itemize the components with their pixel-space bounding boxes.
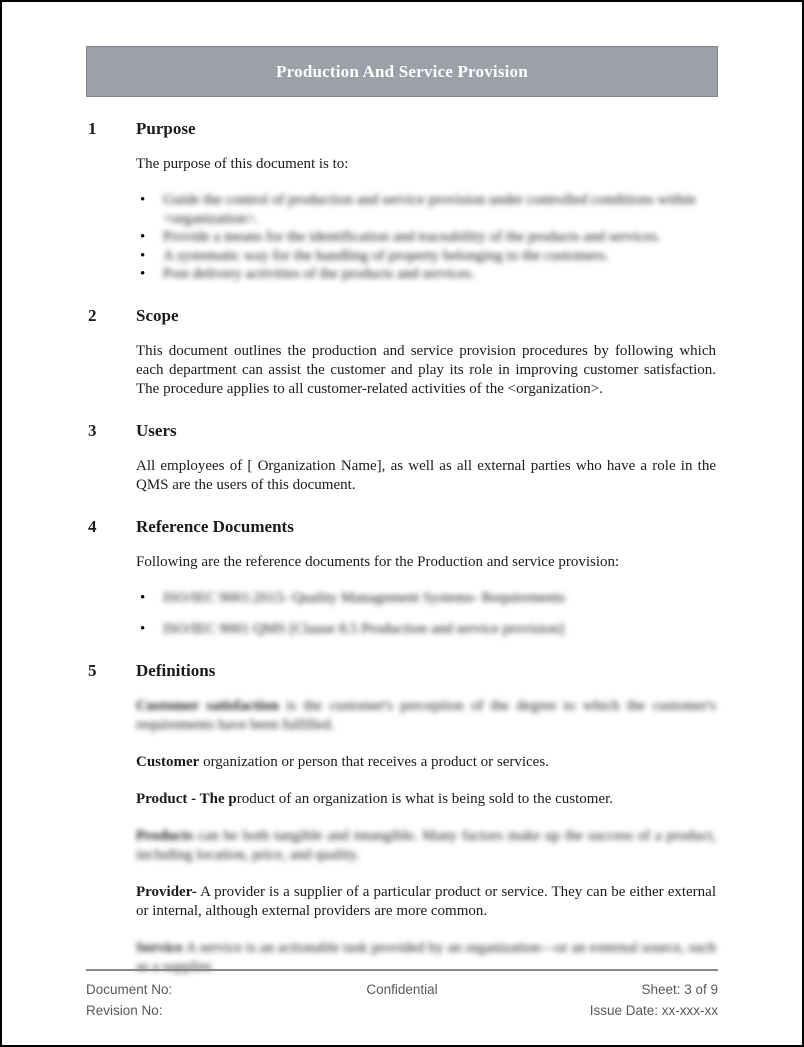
references-bullet-list <box>136 589 716 639</box>
definition-rest: A service is an actionable task provided by an organization—or an external source, such as a supplier. <box>136 939 716 975</box>
definition-text-blurred <box>136 698 716 733</box>
list-item <box>136 265 716 284</box>
section-heading-scope <box>88 306 716 325</box>
definition-term: Customer <box>136 753 200 770</box>
definition-rest: A provider is a supplier of a particular product or service. They can be either external or internal, although external providers are more common. <box>136 883 716 919</box>
definition-product <box>136 790 716 809</box>
definition-term: Products <box>136 827 194 844</box>
bullet-text-blurred: Post delivery activities of the products and services. <box>163 266 475 282</box>
scope-paragraph: This document outlines the production and service provision procedures by following which each department can assist the customer and play its role in improving customer satisfaction. The procedure applies to all customer-related activities of the <organization>. <box>136 342 716 397</box>
footer-sheet: Sheet: 3 of 9 <box>641 982 718 997</box>
page-title: Production And Service Provision <box>276 61 528 81</box>
bullet-text-blurred: A systematic way for the handling of property belonging to the customers. <box>163 247 609 264</box>
purpose-intro: The purpose of this document is to: <box>136 156 349 172</box>
section-number: 4 <box>88 516 97 536</box>
section-number: 3 <box>88 420 97 440</box>
section-title: Reference Documents <box>136 516 294 536</box>
section-heading-users <box>88 421 716 440</box>
definition-rest: organization or person that receives a product or services. <box>199 753 549 770</box>
footer-revision-no: Revision No: <box>86 1003 163 1018</box>
bullet-text-blurred: Guide the control of production and service provision under controlled conditions within <organization>. <box>163 192 696 227</box>
definition-term: Service <box>136 939 183 956</box>
definition-customer-satisfaction <box>136 697 716 735</box>
section-heading-definitions <box>88 661 716 680</box>
definition-products <box>136 827 716 865</box>
definition-text <box>136 791 613 807</box>
list-item <box>136 228 716 247</box>
users-paragraph: All employees of [ Organization Name], as well as all external parties who have a role in the QMS are the users of this document. <box>136 457 716 493</box>
section-title: Purpose <box>136 119 196 138</box>
title-banner <box>86 46 718 97</box>
section-heading-purpose <box>88 119 716 138</box>
footer-document-no: Document No: <box>86 982 173 997</box>
footer-row-2 <box>86 1000 718 1021</box>
definition-rest: roduct of an organization is what is being sold to the customer. <box>236 790 614 807</box>
bullet-text-blurred: ISO/IEC 9001:2015- Quality Management Systems- Requirements <box>163 589 566 606</box>
definition-rest: is the customer's perception of the degree to which the customer's requirements have been fulfilled. <box>136 697 716 733</box>
document-body <box>2 119 802 977</box>
definition-term: Product - The p <box>136 790 237 807</box>
section-number: 2 <box>88 305 97 325</box>
definition-term: Customer satisfaction <box>136 697 279 714</box>
bullet-text-blurred: Provide a means for the identification and traceability of the products and services. <box>163 229 661 245</box>
purpose-bullet-list <box>136 191 716 284</box>
definition-text <box>136 884 716 919</box>
section-heading-references <box>88 517 716 536</box>
list-item <box>136 191 716 228</box>
definition-provider <box>136 883 716 921</box>
section-number: 5 <box>88 660 97 680</box>
footer-issue-date: Issue Date: xx-xxx-xx <box>589 1003 718 1018</box>
references-intro: Following are the reference documents for the Production and service provision: <box>136 553 620 570</box>
list-item <box>136 620 716 639</box>
bullet-text-blurred: ISO/IEC 9001 QMS [Clause 8.5 Production and service provision] <box>163 621 565 637</box>
section-title: Scope <box>136 305 179 325</box>
footer-confidential: Confidential <box>366 982 438 997</box>
list-item <box>136 589 716 608</box>
definition-rest: can be both tangible and intangible. Many factors make up the success of a product, including location, price, and quality. <box>136 827 716 863</box>
section-title: Users <box>136 420 177 440</box>
section-number: 1 <box>88 119 97 138</box>
definition-text-blurred <box>136 828 716 863</box>
page-footer <box>86 969 718 1021</box>
footer-row-1 <box>86 979 718 1000</box>
definition-text <box>136 754 549 770</box>
section-title: Definitions <box>136 660 216 680</box>
definition-customer <box>136 753 716 772</box>
list-item <box>136 247 716 266</box>
definition-term: Provider- <box>136 883 197 900</box>
